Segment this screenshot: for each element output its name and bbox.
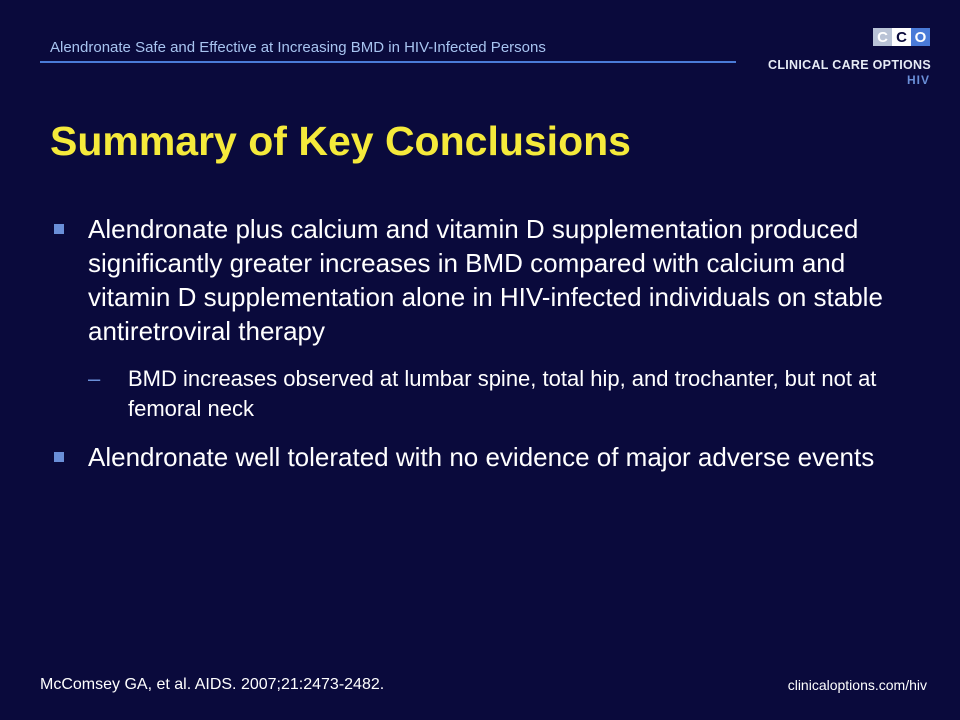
logo-wordmark: CLINICAL CARE OPTIONS <box>768 58 932 72</box>
dash-bullet-icon: – <box>88 366 101 391</box>
bullet-item <box>50 440 930 474</box>
bullet-text: Alendronate well tolerated with no evidence of major adverse events <box>88 442 875 472</box>
logo-letter-2: C <box>892 28 911 46</box>
sub-bullet-item <box>88 364 930 424</box>
footer-url: clinicaloptions.com/hiv <box>787 677 927 693</box>
bullet-item <box>50 212 930 348</box>
header-title: Alendronate Safe and Effective at Increasing BMD in HIV-Infected Persons <box>50 39 546 56</box>
square-bullet-icon <box>54 224 64 234</box>
sub-bullet-text: BMD increases observed at lumbar spine, total hip, and trochanter, but not at femoral neck <box>128 366 877 421</box>
logo-subtitle: HIV <box>906 73 930 87</box>
bullet-text: Alendronate plus calcium and vitamin D supplementation produced significantly greater increases in BMD compared with calcium and vitamin D supplementation alone in HIV-infected individuals on stable antiretroviral therapy <box>88 214 883 346</box>
slide-title: Summary of Key Conclusions <box>50 118 631 164</box>
logo-letter-1: C <box>873 28 892 46</box>
square-bullet-icon <box>54 452 64 462</box>
header-divider <box>40 61 736 63</box>
clinical-care-options-logo <box>768 28 930 92</box>
slide-content <box>50 212 930 474</box>
citation: McComsey GA, et al. AIDS. 2007;21:2473-2482. <box>40 676 385 693</box>
logo-letter-3: O <box>911 28 930 46</box>
logo-mark <box>873 28 930 46</box>
